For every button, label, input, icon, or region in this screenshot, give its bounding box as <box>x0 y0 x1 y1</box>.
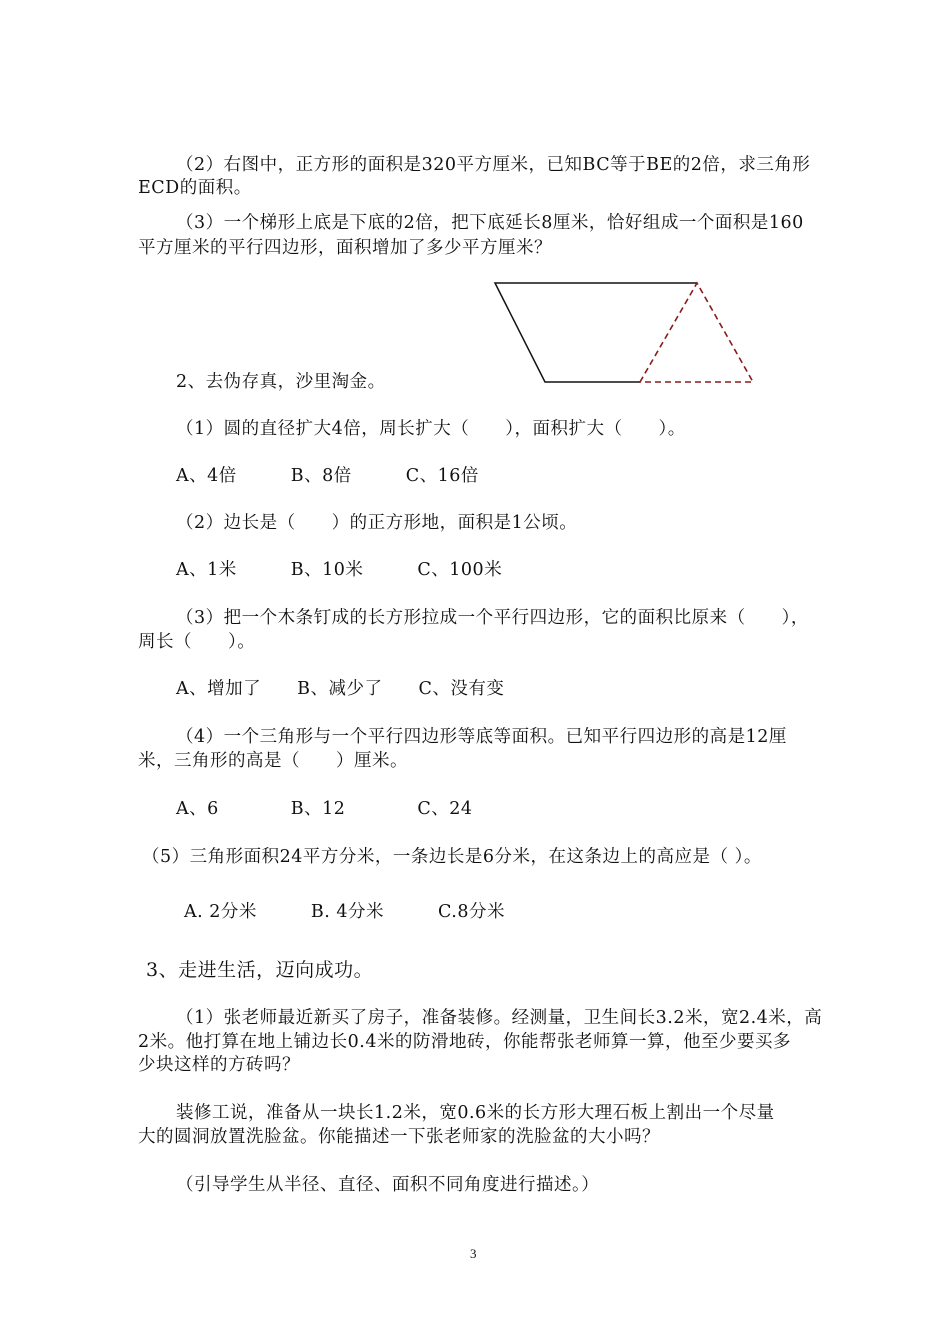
trapezoid-outline <box>495 283 697 382</box>
section-3-heading: 3、走进生活，迈向成功。 <box>146 959 374 981</box>
section-2-question-2-options: A、1米 B、10米 C、100米 <box>176 560 503 580</box>
section-2-question-3-line-1: （3）把一个木条钉成的长方形拉成一个平行四边形，它的面积比原来（ ）， <box>176 608 809 628</box>
page-number: 3 <box>470 1246 477 1261</box>
section-3-question-1-line-3: 少块这样的方砖吗？ <box>138 1055 300 1075</box>
section-2-question-4-line-1: （4）一个三角形与一个平行四边形等底等面积。已知平行四边形的高是12厘 <box>176 727 787 747</box>
section-2-heading: 2、去伪存真，沙里淘金。 <box>176 372 386 392</box>
section-3-question-2-line-1: 装修工说，准备从一块长1.2米，宽0.6米的长方形大理石板上割出一个尽量 <box>176 1103 775 1123</box>
section-2-question-3-options: A、增加了 B、减少了 C、没有变 <box>176 679 505 699</box>
section-3-question-1-line-1: （1）张老师最近新买了房子，准备装修。经测量，卫生间长3.2米，宽2.4米，高 <box>176 1008 823 1028</box>
section-2-question-3-line-2: 周长（ ）。 <box>138 632 256 652</box>
section-2-question-2: （2）边长是（ ）的正方形地，面积是1公顷。 <box>176 513 578 533</box>
problem-2-line-2: ECD的面积。 <box>138 178 252 198</box>
section-2-question-4-options: A、6 B、12 C、24 <box>176 799 473 819</box>
section-3-note: （引导学生从半径、直径、面积不同角度进行描述。） <box>176 1175 600 1195</box>
section-2-question-5-options: A. 2分米 B. 4分米 C.8分米 <box>184 902 505 922</box>
problem-2-line-1: （2）右图中，正方形的面积是320平方厘米，已知BC等于BE的2倍，求三角形 <box>176 155 811 175</box>
section-3-question-1-line-2: 2米。他打算在地上铺边长0.4米的防滑地砖，你能帮张老师算一算，他至少要买多 <box>138 1032 791 1052</box>
section-2-question-1: （1）圆的直径扩大4倍，周长扩大（ ），面积扩大（ ）。 <box>176 419 686 439</box>
section-2-question-5: （5）三角形面积24平方分米，一条边长是6分米，在这条边上的高应是（ ）。 <box>142 847 762 867</box>
section-3-question-2-line-2: 大的圆洞放置洗脸盆。你能描述一下张老师家的洗脸盆的大小吗？ <box>138 1127 660 1147</box>
section-2-question-1-options: A、4倍 B、8倍 C、16倍 <box>176 466 479 486</box>
problem-3-line-2: 平方厘米的平行四边形，面积增加了多少平方厘米？ <box>138 238 552 258</box>
section-2-question-4-line-2: 米，三角形的高是（ ）厘米。 <box>138 751 408 771</box>
triangle-dashed-extension <box>640 283 753 382</box>
problem-3-line-1: （3）一个梯形上底是下底的2倍，把下底延长8厘米，恰好组成一个面积是160 <box>176 213 804 233</box>
